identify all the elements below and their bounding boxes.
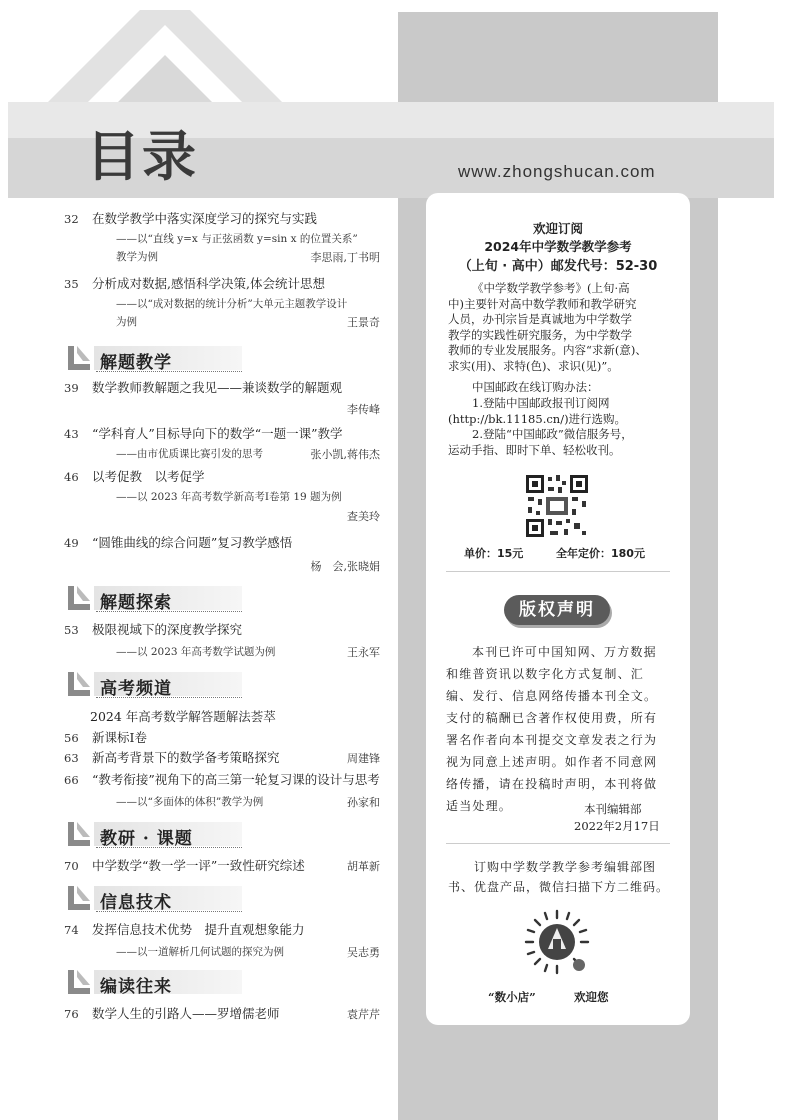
article-subtitle: ——以一道解析几何试题的探究为例 bbox=[116, 945, 284, 958]
article-subtitle: ——以 2023 年高考数学试题为例 bbox=[116, 645, 276, 658]
toc-entry[interactable] bbox=[64, 278, 380, 331]
article-title: “学科育人”目标导向下的数学“一题一课”教学 bbox=[92, 426, 343, 441]
page-number: 35 bbox=[64, 277, 79, 291]
section-header bbox=[66, 968, 242, 998]
article-author: 王永军 bbox=[347, 645, 380, 659]
page-number: 43 bbox=[64, 427, 79, 441]
toc-entry[interactable] bbox=[64, 471, 380, 522]
intro-text: 2024 年高考数学解答题解法荟萃 bbox=[90, 709, 276, 724]
article-author: 王景奇 bbox=[347, 316, 380, 329]
section-title: 解题教学 bbox=[100, 353, 172, 373]
page-number: 63 bbox=[64, 751, 79, 765]
editorial-signature: 本刊编辑部 bbox=[584, 802, 642, 816]
article-title: 以考促教 以考促学 bbox=[92, 469, 205, 484]
section-mark-icon bbox=[66, 884, 92, 912]
section-title: 编读往来 bbox=[100, 977, 172, 997]
section-title: 解题探索 bbox=[100, 593, 172, 613]
article-author: 吴志勇 bbox=[347, 945, 380, 959]
article-subtitle-cont: 为例 bbox=[116, 316, 137, 328]
section-mark-icon bbox=[66, 968, 92, 996]
toc-entry[interactable] bbox=[64, 382, 380, 415]
article-author: 周建锋 bbox=[347, 752, 380, 765]
statement-date: 2022年2月17日 bbox=[574, 819, 660, 833]
toc-entry[interactable] bbox=[64, 624, 380, 661]
section-mark-icon bbox=[66, 820, 92, 848]
article-title: 在数学教学中落实深度学习的探究与实践 bbox=[92, 211, 318, 226]
mini-program-code-icon[interactable] bbox=[524, 909, 590, 975]
article-subtitle: ——由市优质课比赛引发的思考 bbox=[116, 447, 263, 460]
toc-entry[interactable] bbox=[64, 213, 380, 266]
toc-entry[interactable] bbox=[64, 924, 380, 961]
page-number: 76 bbox=[64, 1007, 79, 1021]
article-subtitle: ——以“成对数据的统计分析”大单元主题教学设计 bbox=[116, 297, 348, 310]
article-author: 查美玲 bbox=[347, 510, 380, 523]
article-author: 杨 会,张晓娟 bbox=[310, 559, 380, 573]
shop-instructions: 订购中学数学教学参考编辑部图 书、优盘产品，微信扫描下方二维码。 bbox=[448, 860, 670, 894]
divider bbox=[446, 843, 670, 844]
article-title: 发挥信息技术优势 提升直观想象能力 bbox=[92, 922, 305, 937]
section-title: 高考频道 bbox=[100, 679, 172, 699]
page-number: 53 bbox=[64, 623, 79, 637]
shop-name: “数小店” bbox=[488, 990, 536, 1004]
article-title: “教考衔接”视角下的高三第一轮复习课的设计与思考 bbox=[92, 772, 380, 787]
toc-entry[interactable] bbox=[64, 752, 380, 765]
welcome-heading: 欢迎订阅 bbox=[532, 221, 583, 236]
article-subtitle: ——以“多面体的体积”教学为例 bbox=[116, 795, 264, 808]
article-subtitle-cont: 教学为例 bbox=[116, 251, 158, 263]
section-header bbox=[66, 884, 242, 914]
section-intro bbox=[90, 711, 406, 724]
page-number: 74 bbox=[64, 923, 79, 937]
order-instructions: 1.登陆中国邮政报刊订阅网 (http://bk.11185.cn/)进行选购。 2.登陆“中国邮政”微信服务号， 运动手指、即时下单、轻松收刊。 bbox=[448, 396, 633, 457]
section-title: 教研 · 课题 bbox=[100, 829, 193, 849]
section-header bbox=[66, 344, 242, 374]
section-mark-icon bbox=[66, 584, 92, 612]
single-price: 单价：15元 bbox=[464, 547, 524, 560]
article-title: 新高考背景下的数学备考策略探究 bbox=[92, 750, 280, 765]
section-mark-icon bbox=[66, 670, 92, 698]
toc-entry[interactable] bbox=[64, 428, 380, 463]
toc-entry[interactable] bbox=[64, 1008, 380, 1021]
toc-entry[interactable] bbox=[64, 774, 380, 811]
subscription-card bbox=[426, 193, 690, 1025]
article-author: 李传峰 bbox=[347, 402, 380, 416]
page-number: 39 bbox=[64, 381, 79, 395]
page-number: 70 bbox=[64, 859, 79, 873]
page-title: 目录 bbox=[86, 125, 198, 188]
page-number: 66 bbox=[64, 773, 79, 787]
copyright-text: 本刊已许可中国知网、万方数据 和维普资讯以数字化方式复制、汇 编、发行、信息网络传播本刊全文。 支付的稿酬已含著作权使用费，所有 署名作者向本刊提交文章发表之行为 视为同意上述声明。如作者不同意网 络传播，请在投稿时声明，本刊将做 适当处理。 bbox=[446, 645, 658, 813]
section-header bbox=[66, 670, 242, 700]
toc-entry[interactable] bbox=[64, 537, 380, 572]
article-author: 袁芹芹 bbox=[347, 1008, 380, 1021]
article-author: 孙家和 bbox=[347, 795, 380, 809]
page-number: 49 bbox=[64, 536, 79, 550]
article-subtitle: ——以“直线 y=x 与正弦函数 y=sin x 的位置关系” bbox=[116, 232, 358, 245]
article-subtitle: ——以 2023 年高考数学新高考Ⅰ卷第 19 题为例 bbox=[116, 490, 342, 503]
page-number: 46 bbox=[64, 470, 79, 484]
copyright-badge: 版权声明 bbox=[504, 595, 610, 625]
qr-code-icon[interactable] bbox=[524, 473, 590, 539]
article-title: 数学教师教解题之我见——兼谈数学的解题观 bbox=[92, 380, 343, 395]
article-title: 中学数学“教一学一评”一致性研究综述 bbox=[92, 858, 305, 873]
section-header bbox=[66, 584, 242, 614]
article-author: 李思雨,丁书明 bbox=[310, 251, 380, 264]
article-title: 数学人生的引路人——罗增儒老师 bbox=[92, 1006, 280, 1021]
article-title: 极限视域下的深度教学探究 bbox=[92, 622, 243, 637]
toc-entry[interactable] bbox=[64, 860, 380, 873]
annual-price: 全年定价：180元 bbox=[556, 547, 645, 560]
page-number: 56 bbox=[64, 731, 79, 745]
order-heading: 中国邮政在线订购办法： bbox=[472, 380, 599, 394]
intro-paragraph: 《中学数学教学参考》(上旬·高 中)主要针对高中数学教师和教学研究 人员，办刊宗旨是真诚地为中学数学 教学的实践性研究服务，为中学数学 教师的专业发展服务。内容“求新(意)、 求实(用)、求特(色)、求识(见)”。 bbox=[448, 281, 647, 373]
article-author: 张小凯,蒋伟杰 bbox=[310, 447, 380, 461]
article-author: 胡革新 bbox=[347, 860, 380, 873]
article-title: 新课标Ⅰ卷 bbox=[92, 730, 147, 745]
magazine-name: 2024年中学数学教学参考 bbox=[484, 239, 632, 254]
page-number: 32 bbox=[64, 212, 79, 226]
article-title: 分析成对数据,感悟科学决策,体会统计思想 bbox=[92, 276, 325, 291]
section-title: 信息技术 bbox=[100, 893, 172, 913]
section-mark-icon bbox=[66, 344, 92, 372]
postal-code: （上旬 · 高中）邮发代号：52-30 bbox=[458, 259, 658, 274]
divider bbox=[446, 571, 670, 572]
website-url[interactable]: www.zhongshucan.com bbox=[458, 162, 656, 181]
toc-entry[interactable] bbox=[64, 732, 380, 745]
roof-truss-decoration bbox=[45, 10, 285, 105]
article-title: “圆锥曲线的综合问题”复习教学感悟 bbox=[92, 535, 293, 550]
shop-welcome: 欢迎您 bbox=[574, 990, 609, 1004]
section-header bbox=[66, 820, 242, 850]
